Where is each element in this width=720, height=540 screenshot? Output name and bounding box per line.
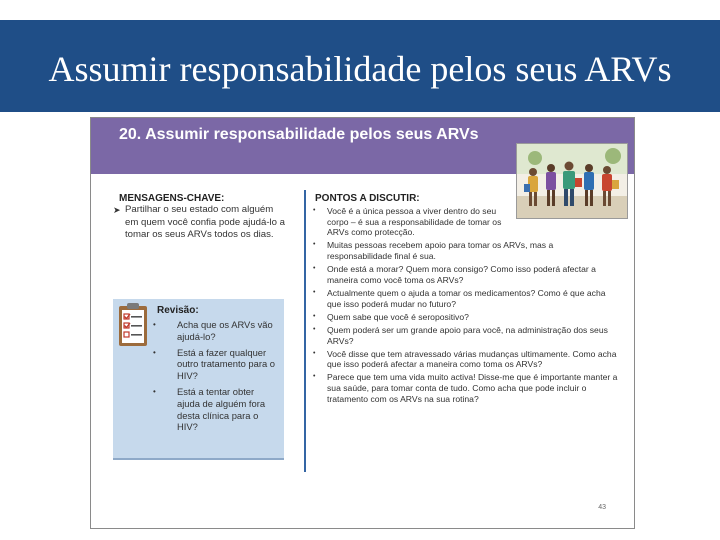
revisao-item-text: Está a tentar obter ajuda de alguém fora desta clínica para o HIV?: [177, 385, 266, 433]
list-item: • Parece que tem uma vida muito activa! Disse-me que é importante manter a sua saúde, para tomar conta de tudo. Como acha que pode incluir o tratamento com os ARVs na sua rotina?: [313, 372, 618, 404]
slide-title: Assumir responsabilidade pelos seus ARVs: [48, 49, 672, 89]
list-item: • Está a tentar obter ajuda de alguém fora desta clínica para o HIV?: [153, 386, 279, 433]
list-item: • Você disse que tem atravessado várias mudanças ultimamente. Como acha que isso poderá afectar a maneira como toma os ARVs?: [313, 348, 617, 370]
page-title: 20. Assumir responsabilidade pelos seus ARVs: [119, 126, 479, 143]
document-page: [90, 117, 635, 529]
column-divider: [304, 190, 306, 472]
arrow-bullet-icon: ➤: [113, 205, 121, 215]
ponto-text: Você disse que tem atravessado várias mudanças ultimamente. Como acha que isso poderá afectar a maneira como toma os ARVs?: [327, 348, 617, 370]
list-item: • Quem poderá ser um grande apoio para você, na administração dos seus ARVs?: [313, 325, 618, 346]
list-item: • Você é a única pessoa a viver dentro do seu corpo – é sua a responsabilidade de tomar os ARVs como protecção.: [313, 206, 618, 238]
ponto-text: Quem poderá ser um grande apoio para você, na administração dos seus ARVs?: [327, 324, 608, 346]
revisao-list: [153, 319, 279, 437]
ponto-text: Onde está a morar? Quem mora consigo? Como isso poderá afectar a maneira como você toma os ARVs?: [327, 264, 596, 285]
ponto-text: Você é a única pessoa a viver dentro do seu corpo – é sua a responsabilidade de tomar os ARVs como protecção.: [327, 206, 502, 238]
page-number: 43: [598, 504, 606, 511]
list-item: • Onde está a morar? Quem mora consigo? Como isso poderá afectar a maneira como você toma os ARVs?: [313, 264, 618, 285]
mensagens-list: [113, 204, 285, 242]
list-item: • Acha que os ARVs vão ajudá-lo?: [153, 319, 279, 343]
list-item: • Quem sabe que você é seropositivo?: [313, 311, 469, 322]
ponto-text: Muitas pessoas recebem apoio para tomar os ARVs, mas a responsabilidade final é sua.: [327, 240, 554, 261]
slide-title-bar: [0, 20, 720, 112]
revisao-box: [113, 299, 284, 460]
list-item: • Está a fazer qualquer outro tratamento para o HIV?: [153, 347, 279, 382]
ponto-text: Quem sabe que você é seropositivo?: [327, 311, 469, 322]
mensagem-text: Partilhar o seu estado com alguém em quem você confia pode ajudá-lo a tomar os seus ARVs todos os dias.: [125, 204, 285, 240]
pontos-list: [313, 206, 618, 407]
ponto-text: Actualmente quem o ajuda a tomar os medicamentos? Como é que acha que isso poderá mudar no futuro?: [327, 287, 606, 309]
revisao-item-text: Está a fazer qualquer outro tratamento para o HIV?: [177, 346, 275, 382]
revisao-heading: Revisão:: [157, 305, 199, 316]
revisao-item-text: Acha que os ARVs vão ajudá-lo?: [177, 319, 273, 342]
mensagens-heading: MENSAGENS-CHAVE:: [119, 193, 225, 204]
list-item: [113, 204, 285, 242]
pontos-heading: PONTOS A DISCUTIR:: [315, 193, 420, 204]
list-item: • Muitas pessoas recebem apoio para tomar os ARVs, mas a responsabilidade final é sua.: [313, 240, 618, 261]
ponto-text: Parece que tem uma vida muito activa! Disse-me que é importante manter a sua saúde, para tomar conta de tudo. Como acha que pode incluir o tratamento com os ARVs na sua rotina?: [327, 372, 618, 404]
clipboard-checklist-icon: [117, 302, 151, 353]
list-item: • Actualmente quem o ajuda a tomar os medicamentos? Como é que acha que isso poderá mudar no futuro?: [313, 288, 618, 309]
